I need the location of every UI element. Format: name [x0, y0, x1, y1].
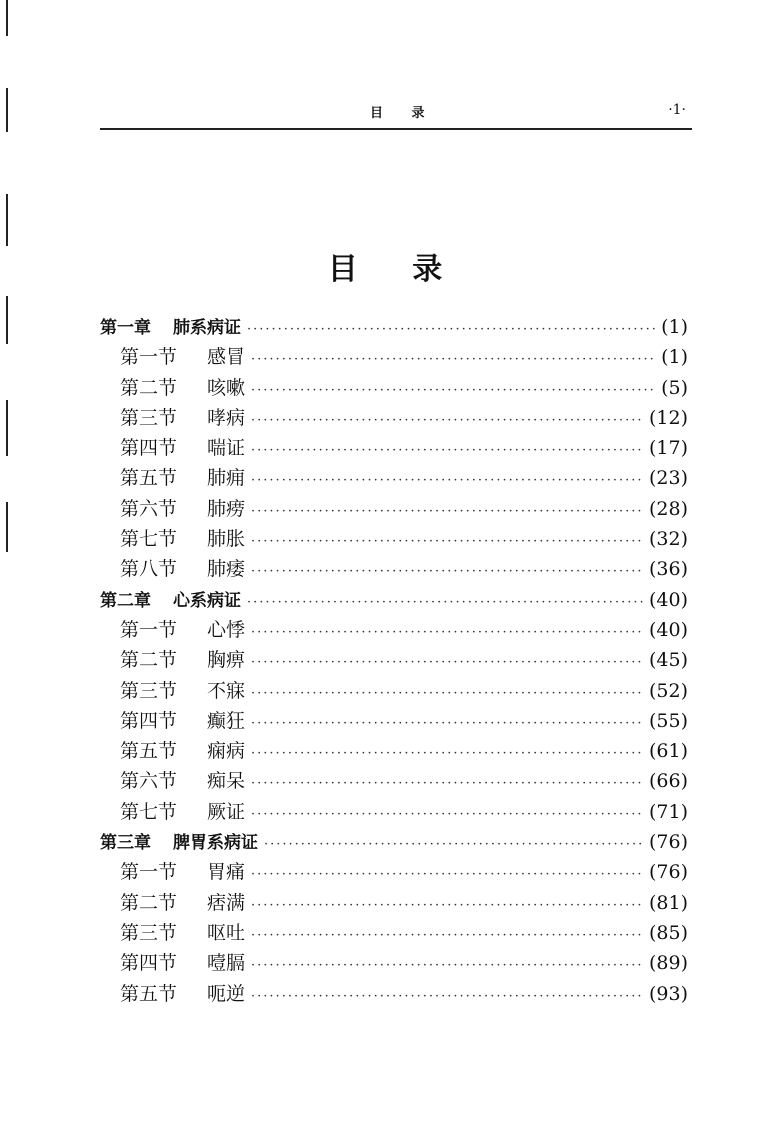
table-of-contents: [100, 312, 688, 1009]
entry-page: (45): [648, 649, 688, 672]
entry-number: 第七节: [120, 800, 178, 823]
entry-number: 第四节: [120, 952, 178, 975]
entry-name: 肺系病证: [173, 318, 241, 338]
entry-number: 第五节: [120, 982, 178, 1005]
entry-number: 第一章: [100, 318, 151, 338]
dot-leader: [251, 466, 643, 493]
toc-section-entry[interactable]: [100, 948, 688, 978]
dot-leader: [247, 315, 655, 342]
toc-section-entry[interactable]: [100, 494, 688, 524]
dot-leader: [251, 769, 643, 796]
entry-name: 厥证: [207, 800, 246, 823]
entry-number: 第四节: [120, 709, 178, 732]
dot-leader: [264, 830, 643, 857]
scan-edge-mark: [6, 296, 8, 344]
entry-number: 第一节: [120, 618, 178, 641]
entry-number: 第六节: [120, 770, 178, 793]
entry-name: 肺痨: [207, 497, 246, 520]
entry-number: 第三节: [120, 679, 178, 702]
entry-name: 脾胃系病证: [173, 833, 258, 854]
dot-leader: [251, 982, 643, 1009]
entry-page: (40): [648, 618, 688, 641]
entry-number: 第四节: [120, 437, 178, 460]
scan-edge-mark: [6, 0, 8, 36]
entry-name: 感冒: [207, 346, 246, 369]
entry-number: 第二节: [120, 376, 178, 399]
toc-chapter-entry[interactable]: [100, 585, 688, 615]
entry-number: 第一节: [120, 861, 178, 884]
entry-number: 第七节: [120, 528, 178, 551]
entry-page: (66): [648, 770, 688, 793]
running-title: 目 录: [370, 106, 437, 121]
entry-page: (52): [648, 679, 688, 702]
entry-page: (12): [648, 406, 688, 429]
entry-name: 咳嗽: [207, 376, 246, 399]
dot-leader: [251, 679, 643, 706]
entry-name: 癫狂: [207, 709, 246, 732]
toc-chapter-entry[interactable]: [100, 827, 688, 857]
dot-leader: [251, 436, 643, 463]
dot-leader: [251, 891, 643, 918]
entry-name: 呃逆: [207, 982, 246, 1005]
toc-section-entry[interactable]: [100, 706, 688, 736]
entry-name: 痫病: [207, 740, 246, 763]
entry-page: (93): [648, 982, 688, 1005]
entry-number: 第二节: [120, 891, 178, 914]
dot-leader: [251, 618, 643, 645]
dot-leader: [251, 800, 643, 827]
entry-page: (32): [648, 528, 688, 551]
entry-number: 第八节: [120, 558, 178, 581]
dot-leader: [251, 709, 643, 736]
entry-number: 第二节: [120, 649, 178, 672]
entry-page: (17): [648, 437, 688, 460]
entry-name: 哮病: [207, 406, 246, 429]
toc-section-entry[interactable]: [100, 463, 688, 493]
dot-leader: [251, 497, 643, 524]
dot-leader: [251, 921, 643, 948]
entry-name: 胃痛: [207, 861, 246, 884]
entry-name: 噎膈: [207, 952, 246, 975]
entry-page: (89): [648, 952, 688, 975]
entry-page: (55): [648, 709, 688, 732]
toc-section-entry[interactable]: [100, 403, 688, 433]
entry-page: (40): [648, 588, 688, 611]
entry-number: 第六节: [120, 497, 178, 520]
entry-page: (1): [661, 316, 688, 338]
entry-page: (81): [648, 891, 688, 914]
dot-leader: [251, 406, 643, 433]
toc-section-entry[interactable]: [100, 645, 688, 675]
toc-section-entry[interactable]: [100, 554, 688, 584]
entry-page: (36): [648, 558, 688, 581]
toc-section-entry[interactable]: [100, 888, 688, 918]
dot-leader: [251, 345, 655, 372]
toc-section-entry[interactable]: [100, 766, 688, 796]
entry-name: 痞满: [207, 891, 246, 914]
entry-name: 肺痿: [207, 558, 246, 581]
dot-leader: [251, 557, 643, 584]
scan-edge-mark: [6, 400, 8, 456]
dot-leader: [251, 648, 643, 675]
entry-page: (76): [648, 831, 688, 854]
entry-number: 第三节: [120, 406, 178, 429]
entry-number: 第二章: [100, 590, 151, 611]
toc-section-entry[interactable]: [100, 918, 688, 948]
toc-section-entry[interactable]: [100, 797, 688, 827]
entry-name: 肺痈: [207, 467, 246, 490]
toc-section-entry[interactable]: [100, 524, 688, 554]
entry-number: 第一节: [120, 346, 178, 369]
entry-name: 呕吐: [207, 921, 246, 944]
entry-name: 喘证: [207, 437, 246, 460]
entry-name: 肺胀: [207, 528, 246, 551]
toc-section-entry[interactable]: [100, 615, 688, 645]
running-header: [100, 98, 692, 130]
entry-page: (61): [648, 740, 688, 763]
dot-leader: [251, 860, 643, 887]
entry-page: (23): [648, 467, 688, 490]
toc-section-entry[interactable]: [100, 979, 688, 1009]
entry-page: (71): [648, 800, 688, 823]
entry-name: 心系病证: [173, 590, 241, 611]
entry-name: 不寐: [207, 679, 246, 702]
entry-name: 胸痹: [207, 649, 246, 672]
dot-leader: [251, 951, 643, 978]
dot-leader: [247, 588, 643, 615]
toc-chapter-entry[interactable]: [100, 312, 688, 342]
entry-page: (28): [648, 497, 688, 520]
entry-number: 第三章: [100, 833, 151, 854]
entry-page: (5): [661, 376, 688, 399]
scan-edge-mark: [6, 194, 8, 246]
entry-number: 第五节: [120, 740, 178, 763]
entry-number: 第五节: [120, 467, 178, 490]
toc-section-entry[interactable]: [100, 342, 688, 372]
toc-section-entry[interactable]: [100, 373, 688, 403]
entry-number: 第三节: [120, 921, 178, 944]
header-page-number: ·1·: [668, 102, 686, 118]
entry-page: (76): [648, 861, 688, 884]
entry-page: (85): [648, 921, 688, 944]
toc-section-entry[interactable]: [100, 433, 688, 463]
scan-edge-mark: [6, 502, 8, 552]
scan-edge-mark: [6, 88, 8, 132]
dot-leader: [251, 739, 643, 766]
entry-name: 痴呆: [207, 770, 246, 793]
toc-section-entry[interactable]: [100, 676, 688, 706]
toc-section-entry[interactable]: [100, 857, 688, 887]
entry-name: 心悸: [207, 618, 246, 641]
dot-leader: [251, 527, 643, 554]
entry-page: (1): [661, 346, 688, 369]
page-title: 目 录: [327, 252, 465, 287]
dot-leader: [251, 376, 655, 403]
toc-section-entry[interactable]: [100, 736, 688, 766]
